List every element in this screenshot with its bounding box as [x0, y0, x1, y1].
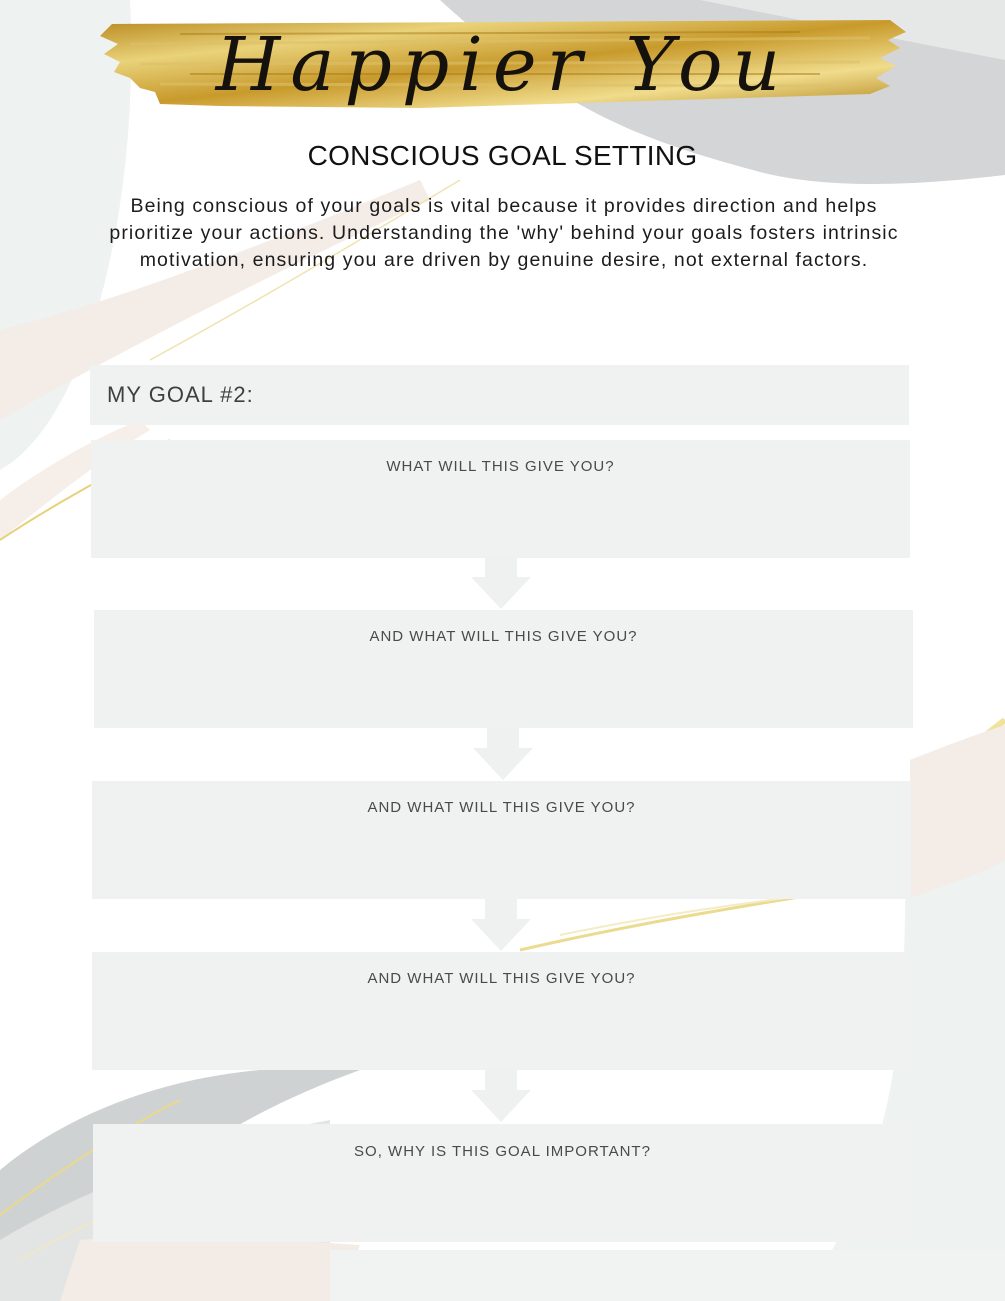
step-question-2: AND WHAT WILL THIS GIVE YOU? [369, 628, 638, 645]
step-question-3: AND WHAT WILL THIS GIVE YOU? [367, 799, 636, 816]
step-box-2[interactable] [94, 610, 913, 728]
step-box-3[interactable] [92, 781, 911, 899]
down-arrow-icon [469, 557, 533, 611]
step-box-1[interactable] [91, 440, 910, 558]
goal-input-box[interactable] [90, 365, 909, 425]
down-arrow-icon [469, 1070, 533, 1124]
down-arrow-icon [469, 899, 533, 953]
step-question-1: WHAT WILL THIS GIVE YOU? [386, 458, 615, 475]
step-box-4[interactable] [92, 952, 911, 1070]
brand-title: Happier You [215, 22, 791, 108]
step-box-5[interactable] [93, 1124, 912, 1242]
title-banner [100, 14, 906, 112]
down-arrow-icon [471, 728, 535, 782]
step-question-5: SO, WHY IS THIS GOAL IMPORTANT? [354, 1143, 651, 1160]
step-question-4: AND WHAT WILL THIS GIVE YOU? [367, 970, 636, 987]
intro-paragraph: Being conscious of your goals is vital because it provides direction and helps prioritize your actions. Understanding the 'why' behind your goals fosters intrinsic motivation, ensuring you are driven by genuine desire, not external factors. [109, 195, 899, 271]
goal-label: MY GOAL #2: [107, 382, 254, 407]
page-title: CONSCIOUS GOAL SETTING [307, 140, 698, 171]
